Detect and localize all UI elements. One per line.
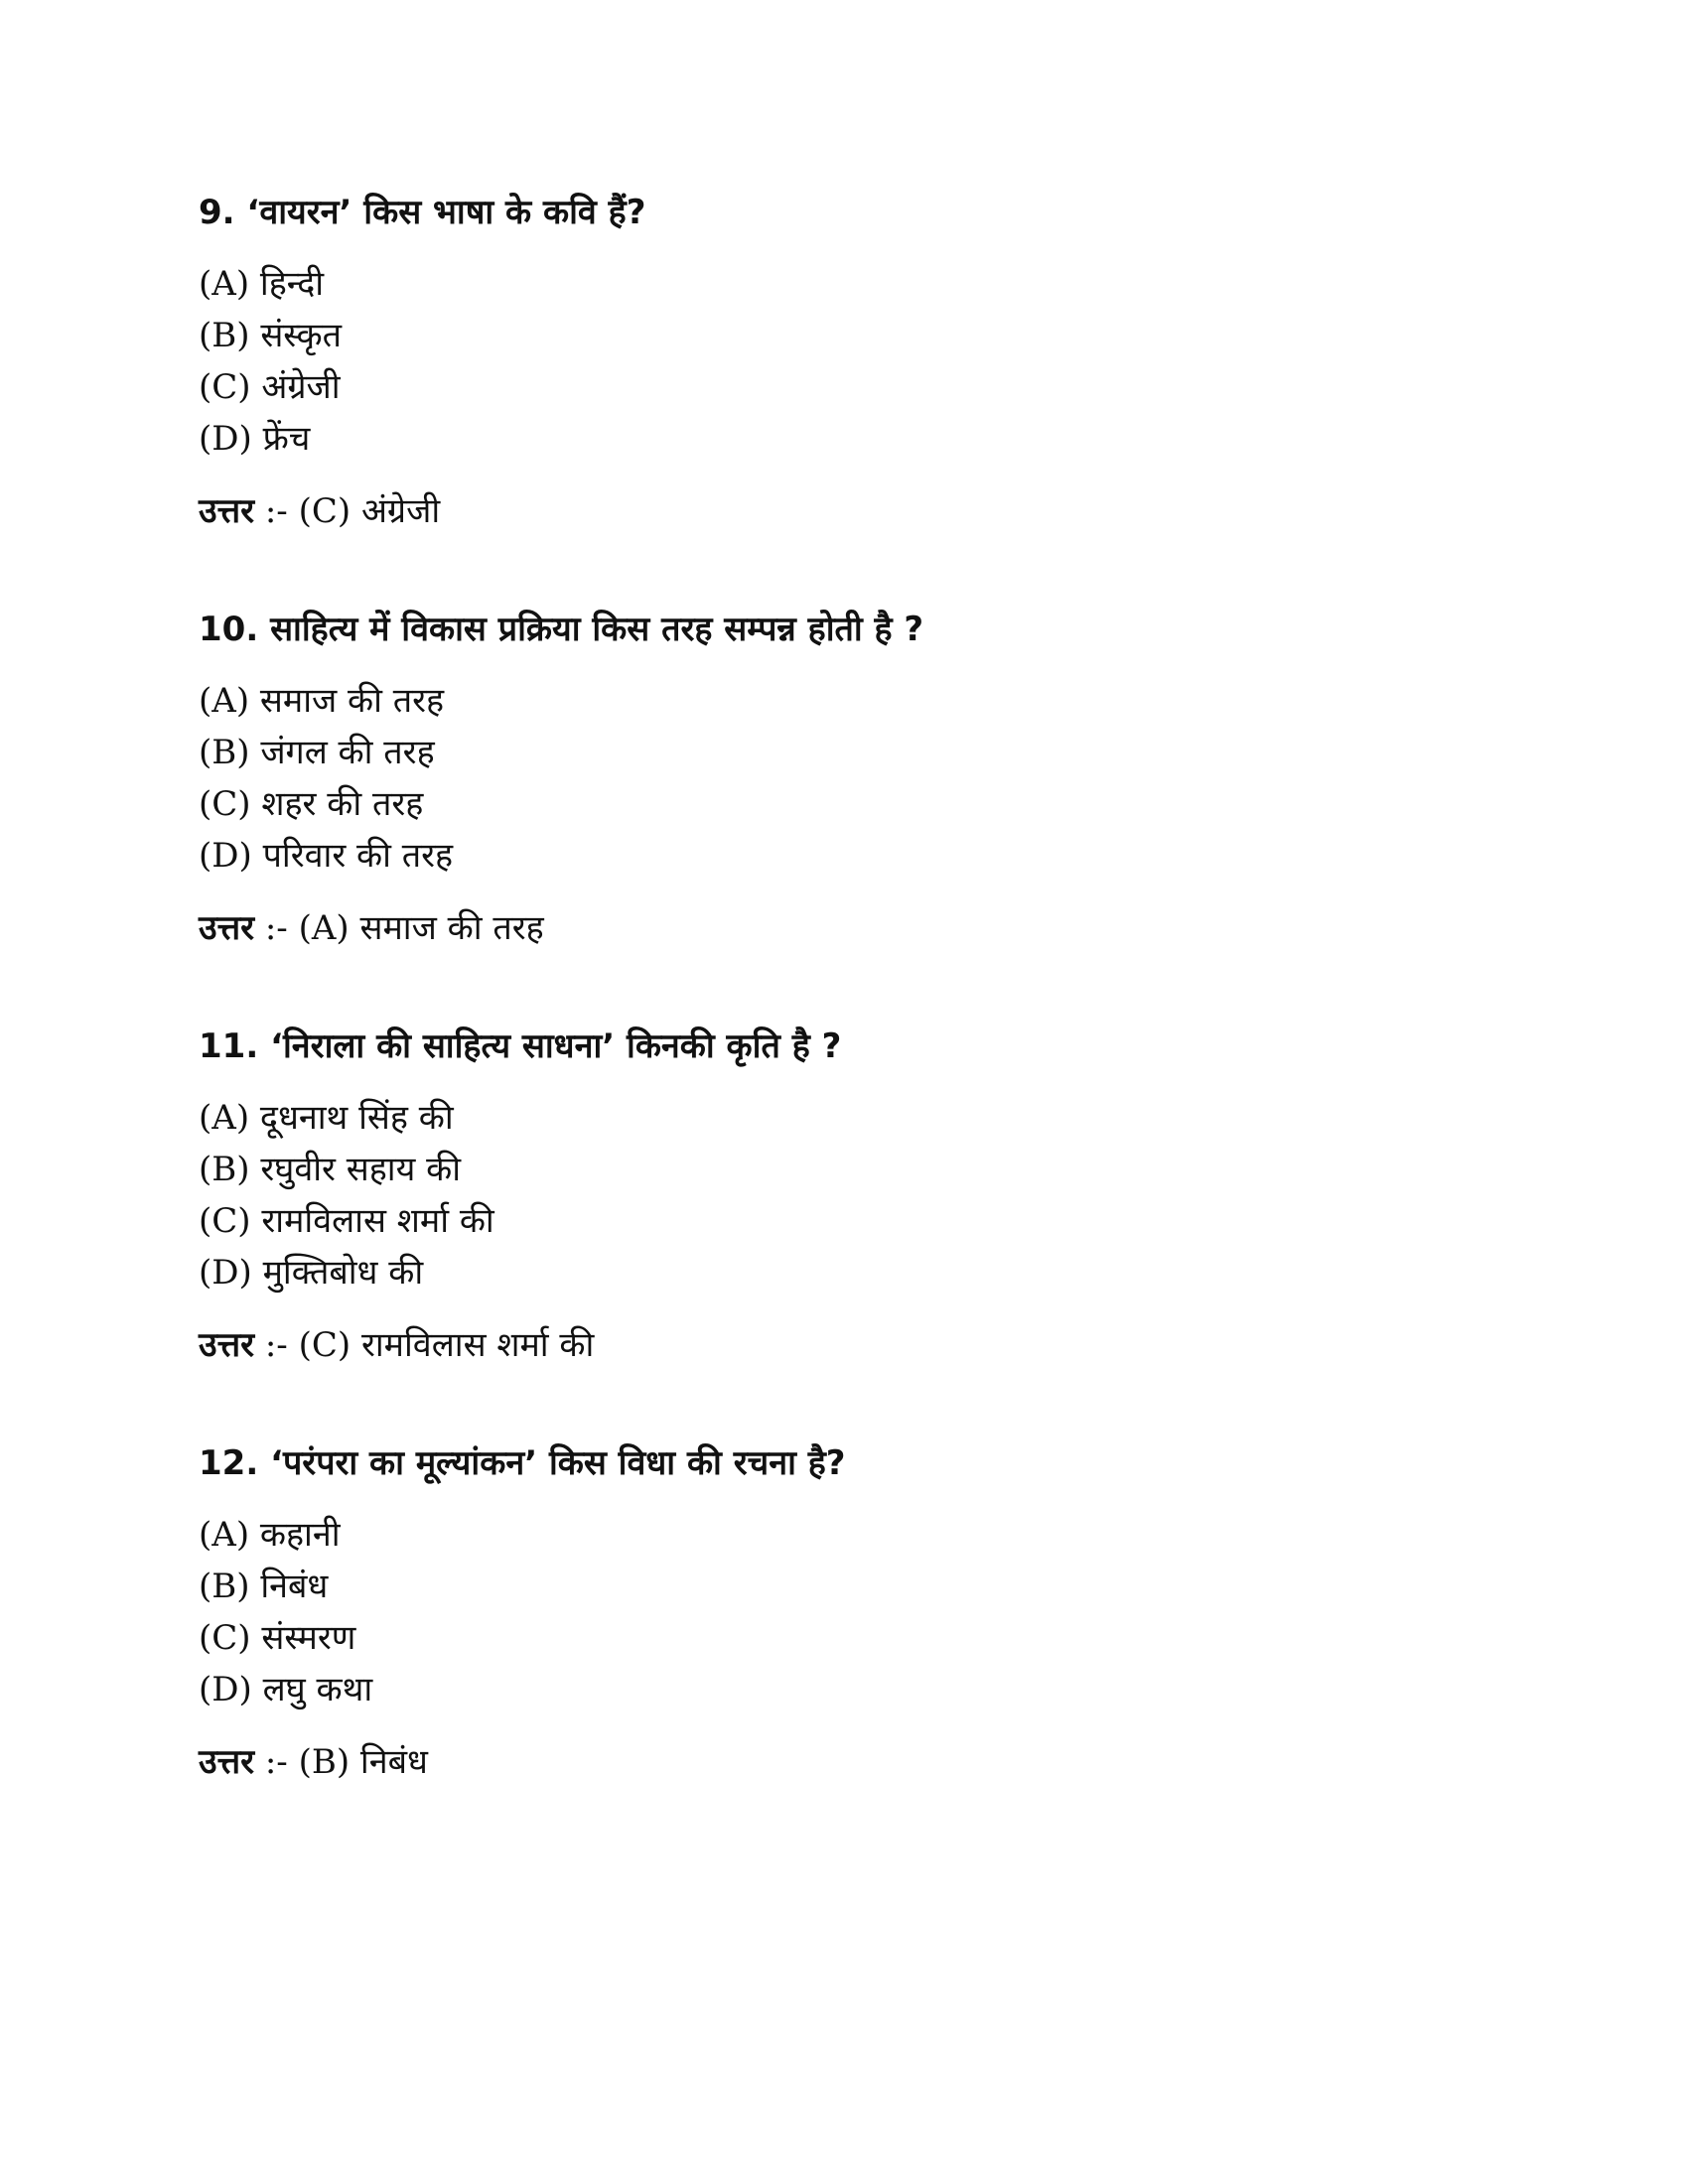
options-list — [199, 675, 1489, 882]
question-text: 9. ‘वायरन’ किस भाषा के कवि हैं? — [199, 193, 646, 232]
option-b: (B) संस्कृत — [199, 316, 343, 355]
option-d: (D) मुक्तिबोध की — [199, 1253, 424, 1293]
question-block-9 — [199, 189, 1489, 536]
question-text: 12. ‘परंपरा का मूल्यांकन’ किस विधा की रचना है? — [199, 1443, 846, 1483]
option-d: (D) फ्रेंच — [199, 419, 311, 459]
answer-text: :- (B) निबंध — [254, 1742, 428, 1782]
option-c: (C) अंग्रेजी — [199, 367, 341, 407]
answer-label: उत्तर — [199, 908, 255, 948]
answer-line — [199, 1737, 1489, 1787]
answer-label: उत्तर — [199, 1325, 255, 1365]
answer-line — [199, 486, 1489, 536]
option-b: (B) जंगल की तरह — [199, 733, 435, 772]
question-block-11 — [199, 1023, 1489, 1370]
option-a: (A) हिन्दी — [199, 264, 325, 304]
option-c: (C) शहर की तरह — [199, 784, 424, 824]
options-list — [199, 258, 1489, 465]
answer-label: उत्तर — [199, 1742, 255, 1782]
answer-text: :- (A) समाज की तरह — [254, 908, 544, 948]
option-d: (D) परिवार की तरह — [199, 836, 454, 876]
option-a: (A) समाज की तरह — [199, 681, 445, 721]
answer-text: :- (C) रामविलास शर्मा की — [254, 1325, 595, 1365]
options-list — [199, 1509, 1489, 1715]
option-b: (B) निबंध — [199, 1567, 329, 1606]
option-d: (D) लघु कथा — [199, 1670, 373, 1709]
option-a: (A) कहानी — [199, 1515, 341, 1555]
question-text: 11. ‘निराला की साहित्य साधना’ किनकी कृति है ? — [199, 1026, 842, 1066]
question-text: 10. साहित्य में विकास प्रक्रिया किस तरह सम्पन्न होती है ? — [199, 610, 924, 649]
option-c: (C) रामविलास शर्मा की — [199, 1201, 494, 1241]
option-c: (C) संस्मरण — [199, 1618, 356, 1658]
answer-line — [199, 903, 1489, 953]
document-page — [199, 189, 1489, 1856]
answer-line — [199, 1320, 1489, 1370]
option-b: (B) रघुवीर सहाय की — [199, 1150, 462, 1189]
answer-label: उत्तर — [199, 491, 255, 531]
question-block-12 — [199, 1439, 1489, 1787]
options-list — [199, 1092, 1489, 1298]
question-block-10 — [199, 606, 1489, 953]
option-a: (A) दूधनाथ सिंह की — [199, 1098, 454, 1138]
answer-text: :- (C) अंग्रेजी — [254, 491, 441, 531]
